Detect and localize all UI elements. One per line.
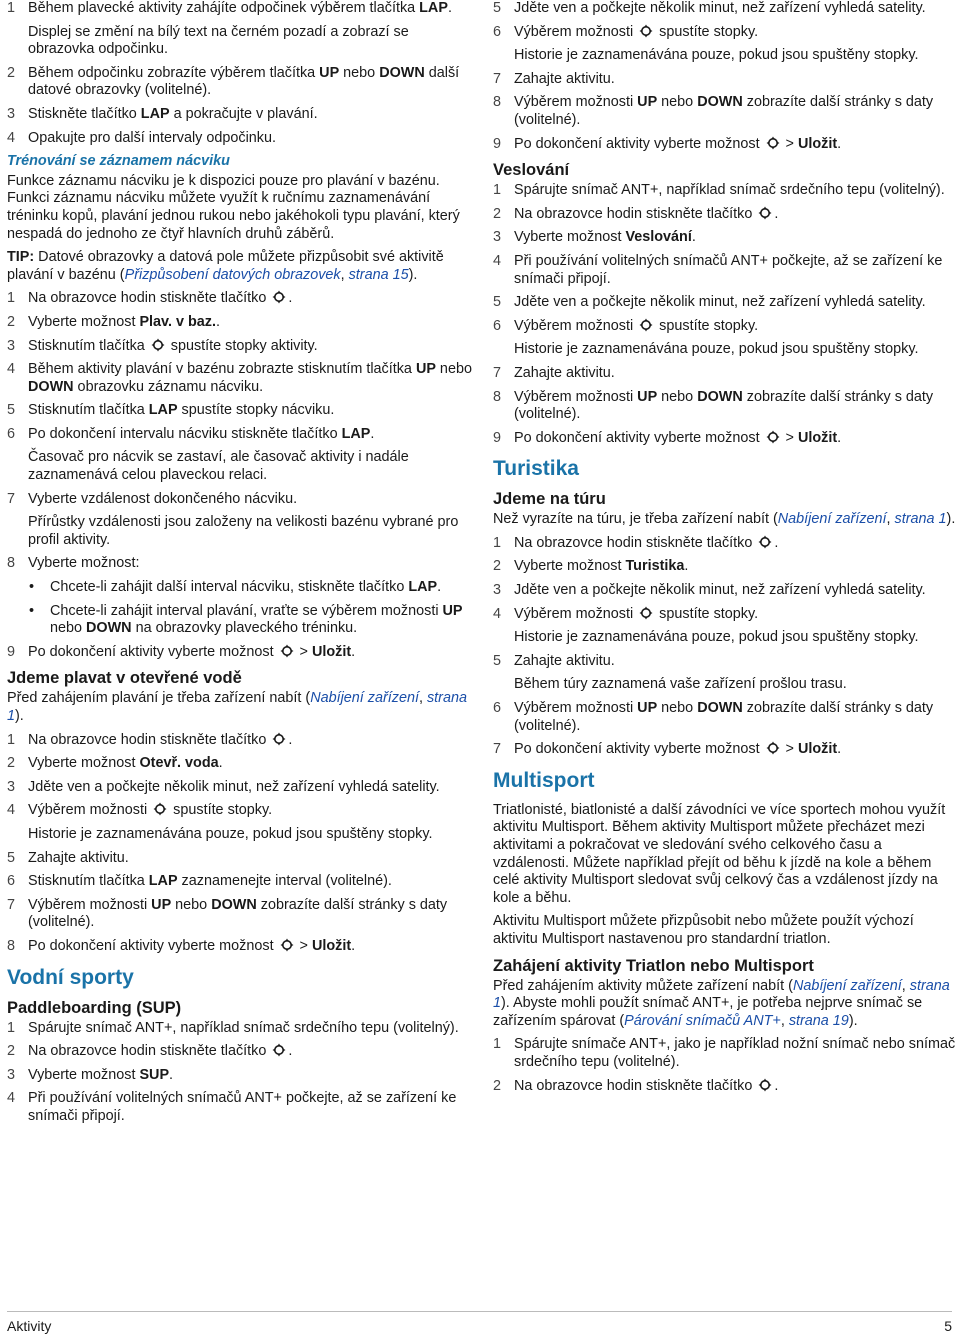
hiking-heading: Turistika — [493, 457, 579, 481]
open-step-6: 6 Stisknutím tlačítka LAP zaznamenejte interval (volitelné). — [7, 873, 392, 890]
multisport-heading: Multisport — [493, 768, 595, 792]
sup-step-3: 3 Vyberte možnost SUP. — [7, 1066, 174, 1083]
start-triathlon-intro: Před zahájením aktivity můžete zařízení nabít (Nabíjení zařízení, strana 1). Abyste mohli použít snímač ANT+, je potřeba nejprve snímač se zařízením spárovat (Párování snímačů ANT+, strana 19). — [493, 977, 950, 1029]
sup-step-9: 9 Po dokončení aktivity vyberte možnost > Uložit. — [493, 135, 842, 152]
open-step-1: 1 Na obrazovce hodin stiskněte tlačítko . — [7, 731, 293, 748]
hike-step-4: 4 Výběrem možnosti spustíte stopky. — [493, 605, 759, 622]
xref-charging[interactable]: Nabíjení zařízení — [777, 511, 887, 528]
start-button-icon — [766, 430, 780, 444]
rowing-heading: Veslování — [493, 161, 570, 180]
start-button-icon — [151, 338, 165, 352]
drill-log-heading: Trénování se záznamem nácviku — [7, 153, 230, 170]
open-step-5: 5 Zahajte aktivitu. — [7, 849, 129, 866]
multi-step-2: 2 Na obrazovce hodin stiskněte tlačítko . — [493, 1077, 779, 1094]
open-step-4: 4 Výběrem možnosti spustíte stopky. — [7, 802, 273, 819]
hike-step-3: 3 Jděte ven a počkejte několik minut, než zařízení vyhledá satelity. — [493, 582, 926, 599]
drill-step-6: 6 Po dokončení intervalu nácviku stiskněte tlačítko LAP. — [7, 425, 375, 442]
multisport-intro-2: Aktivitu Multisport můžete přizpůsobit nebo můžete použít výchozí aktivitu Multisport nastavenou pro standardní triatlon. — [493, 913, 914, 947]
row-step-1: 1 Spárujte snímač ANT+, například snímač srdečního tepu (volitelný). — [493, 182, 945, 199]
start-button-icon — [639, 24, 653, 38]
open-water-intro: Před zahájením plavání je třeba zařízení nabít (Nabíjení zařízení, strana 1). — [7, 690, 467, 724]
row-step-6: 6 Výběrem možnosti spustíte stopky. — [493, 317, 759, 334]
drill-option-swim-interval: • Chcete-li zahájit interval plavání, vraťte se výběrem možnosti UP nebo DOWN na obrazovky plaveckého tréninku. — [29, 602, 463, 637]
drill-step-5: 5 Stisknutím tlačítka LAP spustíte stopky nácviku. — [7, 402, 335, 419]
row-step-9: 9 Po dokončení aktivity vyberte možnost > Uložit. — [493, 429, 842, 446]
drill-step-7: 7 Vyberte vzdálenost dokončeného nácviku. — [7, 490, 298, 507]
rest-step-3: 3 Stiskněte tlačítko LAP a pokračujte v plavání. — [7, 105, 318, 122]
start-triathlon-heading: Zahájení aktivity Triatlon nebo Multisport — [493, 956, 814, 975]
start-button-icon — [639, 606, 653, 620]
xref-charging[interactable]: Nabíjení zařízení — [792, 977, 902, 994]
xref-page-1[interactable]: strana 1 — [894, 511, 947, 528]
xref-customize-data-screens[interactable]: Přizpůsobení datových obrazovek — [124, 266, 341, 283]
drill-option-next-drill: • Chcete-li zahájit další interval nácviku, stiskněte tlačítko LAP. — [29, 579, 442, 596]
start-button-icon — [758, 535, 772, 549]
start-button-icon — [153, 802, 167, 816]
sup-step-7: 7 Zahajte aktivitu. — [493, 70, 615, 87]
rest-step-1-note: Displej se změní na bílý text na černém pozadí a zobrazí se obrazovka odpočinku. — [28, 23, 409, 58]
start-button-icon — [758, 206, 772, 220]
right-column — [493, 0, 959, 1101]
sup-step-2: 2 Na obrazovce hodin stiskněte tlačítko . — [7, 1043, 293, 1060]
drill-step-6-note: Časovač pro nácvik se zastaví, ale časovač aktivity i nadále zaznamenává celou plaveckou relaci. — [28, 449, 409, 484]
row-step-3: 3 Vyberte možnost Veslování. — [493, 229, 696, 246]
footer-section-name: Aktivity — [7, 1318, 52, 1334]
open-water-heading: Jdeme plavat v otevřené vodě — [7, 669, 242, 688]
sup-step-8: 8 Výběrem možnosti UP nebo DOWN zobrazíte další stránky s daty (volitelné). — [493, 94, 934, 128]
sup-step-6-note: Historie je zaznamenávána pouze, pokud jsou spuštěny stopky. — [514, 47, 919, 64]
xref-charging[interactable]: Nabíjení zařízení — [310, 690, 419, 707]
hike-step-2: 2 Vyberte možnost Turistika. — [493, 558, 689, 575]
xref-page-19[interactable]: strana 19 — [788, 1012, 849, 1029]
footer-page-number: 5 — [944, 1318, 952, 1334]
sup-step-5: 5 Jděte ven a počkejte několik minut, než zařízení vyhledá satelity. — [493, 0, 926, 16]
start-button-icon — [280, 938, 294, 952]
row-step-2: 2 Na obrazovce hodin stiskněte tlačítko . — [493, 205, 779, 222]
left-column — [7, 0, 473, 1132]
xref-page-1[interactable]: strana 1 — [7, 690, 467, 724]
row-step-7: 7 Zahajte aktivitu. — [493, 364, 615, 381]
multi-step-1: 1 Spárujte snímače ANT+, jako je například nožní snímač nebo snímač srdečního tepu (volitelné). — [493, 1036, 956, 1070]
hike-intro: Než vyrazíte na túru, je třeba zařízení nabít (Nabíjení zařízení, strana 1). — [493, 511, 956, 528]
start-button-icon — [272, 1043, 286, 1057]
drill-step-2: 2 Vyberte možnost Plav. v baz.. — [7, 313, 220, 330]
hike-step-5-note: Během túry zaznamená vaše zařízení prošlou trasu. — [514, 676, 847, 693]
drill-step-1: 1 Na obrazovce hodin stiskněte tlačítko . — [7, 290, 293, 307]
start-button-icon — [766, 136, 780, 150]
multisport-intro-1: Triatlonisté, biatlonisté a další závodníci ve více sportech mohou využít aktivitu Multisport. Během aktivity Multisport můžete přecházet mezi aktivitami a pokračovat ve sledování svého celkového času a vzdálenosti. Můžete například přejít od běhu k jízdě na kole a během celé aktivity Multisport sledovat svůj celkový čas a vzdálenost jízdy na kole a běhu. — [493, 801, 946, 906]
open-step-4-note: Historie je zaznamenávána pouze, pokud jsou spuštěny stopky. — [28, 825, 433, 842]
drill-step-7-note: Přírůstky vzdálenosti jsou založeny na velikosti bazénu vybrané pro profil aktivity. — [28, 514, 459, 548]
rest-step-4: 4 Opakujte pro další intervaly odpočinku. — [7, 129, 276, 146]
hike-step-4-note: Historie je zaznamenávána pouze, pokud jsou spuštěny stopky. — [514, 629, 919, 646]
start-button-icon — [272, 290, 286, 304]
sup-heading: Paddleboarding (SUP) — [7, 998, 182, 1017]
hike-subheading: Jdeme na túru — [493, 490, 606, 509]
open-step-8: 8 Po dokončení aktivity vyberte možnost > Uložit. — [7, 937, 356, 954]
water-sports-heading: Vodní sporty — [7, 965, 134, 989]
xref-page-15[interactable]: strana 15 — [348, 266, 409, 283]
start-button-icon — [758, 1078, 772, 1092]
row-step-4: 4 Při používání volitelných snímačů ANT+ počkejte, až se zařízení ke snímači připojí. — [493, 252, 943, 287]
hike-step-5: 5 Zahajte aktivitu. — [493, 652, 615, 669]
row-step-5: 5 Jděte ven a počkejte několik minut, než zařízení vyhledá satelity. — [493, 294, 926, 311]
hike-step-1: 1 Na obrazovce hodin stiskněte tlačítko . — [493, 534, 779, 551]
xref-pairing-sensors[interactable]: Párování snímačů ANT+ — [624, 1012, 781, 1029]
hike-step-7: 7 Po dokončení aktivity vyberte možnost > Uložit. — [493, 741, 842, 758]
drill-step-8: 8 Vyberte možnost: — [7, 555, 140, 572]
open-step-3: 3 Jděte ven a počkejte několik minut, než zařízení vyhledá satelity. — [7, 778, 440, 795]
xref-page-1[interactable]: strana 1 — [493, 977, 950, 1012]
start-button-icon — [272, 732, 286, 746]
hike-step-6: 6 Výběrem možnosti UP nebo DOWN zobrazíte další stránky s daty (volitelné). — [493, 700, 934, 734]
start-button-icon — [766, 741, 780, 755]
sup-step-4: 4 Při používání volitelných snímačů ANT+ počkejte, až se zařízení ke snímači připojí. — [7, 1090, 457, 1124]
start-button-icon — [639, 318, 653, 332]
row-step-8: 8 Výběrem možnosti UP nebo DOWN zobrazíte další stránky s daty (volitelné). — [493, 388, 934, 423]
rest-step-1: 1 Během plavecké aktivity zahájíte odpočinek výběrem tlačítka LAP. — [7, 0, 452, 16]
open-step-2: 2 Vyberte možnost Otevř. voda. — [7, 755, 223, 772]
drill-step-3: 3 Stisknutím tlačítka spustíte stopky aktivity. — [7, 337, 318, 354]
drill-step-4: 4 Během aktivity plavání v bazénu zobrazte stisknutím tlačítka UP nebo DOWN obrazovku záznamu nácviku. — [7, 361, 472, 395]
footer-rule — [7, 1311, 952, 1312]
tip-paragraph: TIP: Datové obrazovky a datová pole můžete přizpůsobit své aktivitě plavání v bazénu (Přizpůsobení datových obrazovek, strana 15). — [7, 249, 444, 283]
drill-log-intro: Funkce záznamu nácviku je k dispozici pouze pro plavání v bazénu. Funkci záznamu nácviku můžete využít k ručnímu zaznamenávání tréninku kopů, plavání jednou rukou nebo jakéhokoli typu plavání, který nespadá do jednoho ze čtyř hlavních druhů záběrů. — [7, 172, 460, 242]
drill-step-9: 9 Po dokončení aktivity vyberte možnost > Uložit. — [7, 643, 356, 660]
row-step-6-note: Historie je zaznamenávána pouze, pokud jsou spuštěny stopky. — [514, 341, 919, 358]
rest-step-2: 2 Během odpočinku zobrazíte výběrem tlačítka UP nebo DOWN další datové obrazovky (volitelné). — [7, 64, 460, 99]
open-step-7: 7 Výběrem možnosti UP nebo DOWN zobrazíte další stránky s daty (volitelné). — [7, 896, 448, 931]
start-button-icon — [280, 644, 294, 658]
sup-step-1: 1 Spárujte snímač ANT+, například snímač srdečního tepu (volitelný). — [7, 1019, 459, 1036]
sup-step-6: 6 Výběrem možnosti spustíte stopky. — [493, 23, 759, 40]
